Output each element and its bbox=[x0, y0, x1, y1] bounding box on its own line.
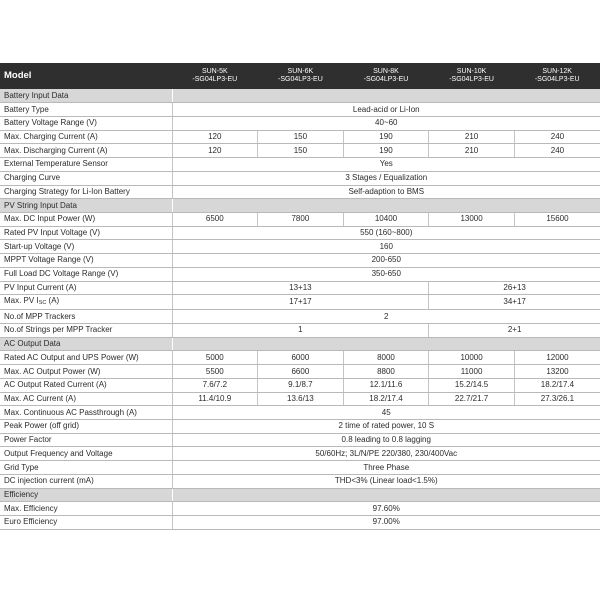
model-header-cell bbox=[172, 63, 258, 89]
spec-row bbox=[0, 516, 600, 530]
spec-label: Rated PV Input Voltage (V) bbox=[0, 226, 172, 240]
spec-value: 350-650 bbox=[172, 267, 600, 281]
spec-table-body bbox=[0, 89, 600, 529]
spec-row bbox=[0, 226, 600, 240]
section-fill bbox=[172, 337, 600, 351]
model-name: SUN-6K bbox=[287, 68, 314, 75]
spec-value: 45 bbox=[172, 406, 600, 420]
spec-row bbox=[0, 281, 600, 295]
spec-value: 0.8 leading to 0.8 lagging bbox=[172, 433, 600, 447]
spec-value: 240 bbox=[514, 130, 600, 144]
spec-row bbox=[0, 158, 600, 172]
spec-table-header bbox=[0, 63, 600, 89]
spec-label: PV Input Current (A) bbox=[0, 281, 172, 295]
spec-value: 550 (160~800) bbox=[172, 226, 600, 240]
spec-label: Rated AC Output and UPS Power (W) bbox=[0, 351, 172, 365]
spec-value: 3 Stages / Equalization bbox=[172, 171, 600, 185]
spec-label: Max. Continuous AC Passthrough (A) bbox=[0, 406, 172, 420]
spec-row bbox=[0, 212, 600, 226]
spec-row bbox=[0, 502, 600, 516]
spec-label: Max. DC Input Power (W) bbox=[0, 212, 172, 226]
spec-label: AC Output Rated Current (A) bbox=[0, 378, 172, 392]
spec-value: 27.3/26.1 bbox=[514, 392, 600, 406]
spec-value: 12000 bbox=[514, 351, 600, 365]
section-fill bbox=[172, 89, 600, 103]
spec-value: 18.2/17.4 bbox=[514, 378, 600, 392]
model-header-label: Model bbox=[0, 63, 172, 89]
spec-value: 240 bbox=[514, 144, 600, 158]
model-code: -SG04LP3-EU bbox=[278, 76, 323, 83]
spec-label: Output Frequency and Voltage bbox=[0, 447, 172, 461]
model-code: -SG04LP3-EU bbox=[534, 76, 580, 83]
spec-value: 26+13 bbox=[429, 281, 600, 295]
spec-row bbox=[0, 351, 600, 365]
model-header-cell bbox=[514, 63, 600, 89]
section-header-row bbox=[0, 337, 600, 351]
spec-row bbox=[0, 171, 600, 185]
spec-value: 150 bbox=[258, 130, 344, 144]
section-fill bbox=[172, 199, 600, 213]
spec-label-subscript: SC bbox=[38, 300, 47, 307]
spec-row bbox=[0, 461, 600, 475]
section-header-row bbox=[0, 488, 600, 502]
spec-label: Max. AC Current (A) bbox=[0, 392, 172, 406]
spec-label: Charging Curve bbox=[0, 171, 172, 185]
spec-label: Power Factor bbox=[0, 433, 172, 447]
spec-row bbox=[0, 240, 600, 254]
spec-label: Full Load DC Voltage Range (V) bbox=[0, 267, 172, 281]
model-header-cell bbox=[258, 63, 344, 89]
spec-value: 6600 bbox=[258, 365, 344, 379]
model-name: SUN-5K bbox=[201, 68, 228, 75]
spec-value: 34+17 bbox=[429, 295, 600, 310]
spec-value: 11.4/10.9 bbox=[172, 392, 258, 406]
spec-value: 120 bbox=[172, 144, 258, 158]
spec-label: DC injection current (mA) bbox=[0, 474, 172, 488]
section-title: AC Output Data bbox=[0, 337, 172, 351]
spec-value: 50/60Hz; 3L/N/PE 220/380, 230/400Vac bbox=[172, 447, 600, 461]
spec-value: 2+1 bbox=[429, 324, 600, 338]
spec-value: 7800 bbox=[258, 212, 344, 226]
spec-value: 2 bbox=[172, 310, 600, 324]
spec-value: 13200 bbox=[514, 365, 600, 379]
spec-value: 190 bbox=[343, 130, 429, 144]
spec-value: 160 bbox=[172, 240, 600, 254]
spec-row bbox=[0, 185, 600, 199]
spec-value: Yes bbox=[172, 158, 600, 172]
spec-row bbox=[0, 310, 600, 324]
spec-row bbox=[0, 447, 600, 461]
spec-label: MPPT Voltage Range (V) bbox=[0, 254, 172, 268]
spec-value: 200-650 bbox=[172, 254, 600, 268]
spec-label: Peak Power (off grid) bbox=[0, 420, 172, 434]
spec-value: THD<3% (Linear load<1.5%) bbox=[172, 474, 600, 488]
spec-value: 15600 bbox=[514, 212, 600, 226]
spec-value: 7.6/7.2 bbox=[172, 378, 258, 392]
spec-value: Self-adaption to BMS bbox=[172, 185, 600, 199]
spec-row bbox=[0, 433, 600, 447]
spec-row bbox=[0, 365, 600, 379]
spec-value: 97.00% bbox=[172, 516, 600, 530]
section-header-row bbox=[0, 199, 600, 213]
spec-value: 15.2/14.5 bbox=[429, 378, 515, 392]
spec-value: Lead-acid or Li-Ion bbox=[172, 103, 600, 117]
model-name: SUN-12K bbox=[542, 68, 572, 75]
spec-label: Max. Charging Current (A) bbox=[0, 130, 172, 144]
spec-row bbox=[0, 295, 600, 310]
spec-value: 40~60 bbox=[172, 116, 600, 130]
spec-value: 210 bbox=[429, 144, 515, 158]
spec-value: 5000 bbox=[172, 351, 258, 365]
spec-label: No.of MPP Trackers bbox=[0, 310, 172, 324]
model-code: -SG04LP3-EU bbox=[192, 76, 238, 83]
spec-value: 22.7/21.7 bbox=[429, 392, 515, 406]
spec-value: 5500 bbox=[172, 365, 258, 379]
model-code: -SG04LP3-EU bbox=[449, 76, 494, 83]
spec-row bbox=[0, 130, 600, 144]
spec-label: Max. AC Output Power (W) bbox=[0, 365, 172, 379]
spec-value: 13000 bbox=[429, 212, 515, 226]
spec-value: 8000 bbox=[343, 351, 429, 365]
spec-value: 120 bbox=[172, 130, 258, 144]
spec-value: 150 bbox=[258, 144, 344, 158]
section-title: Efficiency bbox=[0, 488, 172, 502]
spec-value: 2 time of rated power, 10 S bbox=[172, 420, 600, 434]
spec-value: Three Phase bbox=[172, 461, 600, 475]
spec-value: 11000 bbox=[429, 365, 515, 379]
spec-value: 1 bbox=[172, 324, 429, 338]
model-name: SUN-10K bbox=[456, 68, 487, 75]
spec-value: 6500 bbox=[172, 212, 258, 226]
spec-row bbox=[0, 144, 600, 158]
spec-value: 210 bbox=[429, 130, 515, 144]
spec-label: Battery Voltage Range (V) bbox=[0, 116, 172, 130]
spec-row bbox=[0, 254, 600, 268]
spec-label bbox=[0, 295, 172, 310]
spec-value: 18.2/17.4 bbox=[343, 392, 429, 406]
spec-label-tail: (A) bbox=[46, 296, 60, 306]
model-header-cell bbox=[343, 63, 429, 89]
spec-table bbox=[0, 63, 600, 530]
spec-value: 13+13 bbox=[172, 281, 429, 295]
spec-label: Start-up Voltage (V) bbox=[0, 240, 172, 254]
spec-value: 12.1/11.6 bbox=[343, 378, 429, 392]
header-row bbox=[0, 63, 600, 89]
section-title: PV String Input Data bbox=[0, 199, 172, 213]
spec-row bbox=[0, 378, 600, 392]
section-header-row bbox=[0, 89, 600, 103]
spec-row bbox=[0, 103, 600, 117]
spec-value: 6000 bbox=[258, 351, 344, 365]
spec-value: 97.60% bbox=[172, 502, 600, 516]
spec-value: 8800 bbox=[343, 365, 429, 379]
section-title: Battery Input Data bbox=[0, 89, 172, 103]
section-fill bbox=[172, 488, 600, 502]
spec-row bbox=[0, 406, 600, 420]
model-name: SUN-8K bbox=[373, 68, 399, 75]
spec-value: 10400 bbox=[343, 212, 429, 226]
spec-value: 9.1/8.7 bbox=[258, 378, 344, 392]
spec-value: 13.6/13 bbox=[258, 392, 344, 406]
model-code: -SG04LP3-EU bbox=[363, 76, 409, 83]
spec-row bbox=[0, 392, 600, 406]
spec-row bbox=[0, 267, 600, 281]
spec-label: Battery Type bbox=[0, 103, 172, 117]
model-header-cell bbox=[429, 63, 515, 89]
spec-row bbox=[0, 116, 600, 130]
spec-sheet bbox=[0, 63, 600, 530]
spec-label: Grid Type bbox=[0, 461, 172, 475]
spec-label: External Temperature Sensor bbox=[0, 158, 172, 172]
spec-label: Euro Efficiency bbox=[0, 516, 172, 530]
spec-value: 190 bbox=[343, 144, 429, 158]
spec-label: Max. Efficiency bbox=[0, 502, 172, 516]
spec-label-main: Max. PV I bbox=[4, 296, 39, 306]
spec-value: 10000 bbox=[429, 351, 515, 365]
spec-row bbox=[0, 324, 600, 338]
spec-label: Charging Strategy for Li-Ion Battery bbox=[0, 185, 172, 199]
spec-label: No.of Strings per MPP Tracker bbox=[0, 324, 172, 338]
spec-label: Max. Discharging Current (A) bbox=[0, 144, 172, 158]
spec-row bbox=[0, 420, 600, 434]
spec-row bbox=[0, 474, 600, 488]
spec-value: 17+17 bbox=[172, 295, 429, 310]
